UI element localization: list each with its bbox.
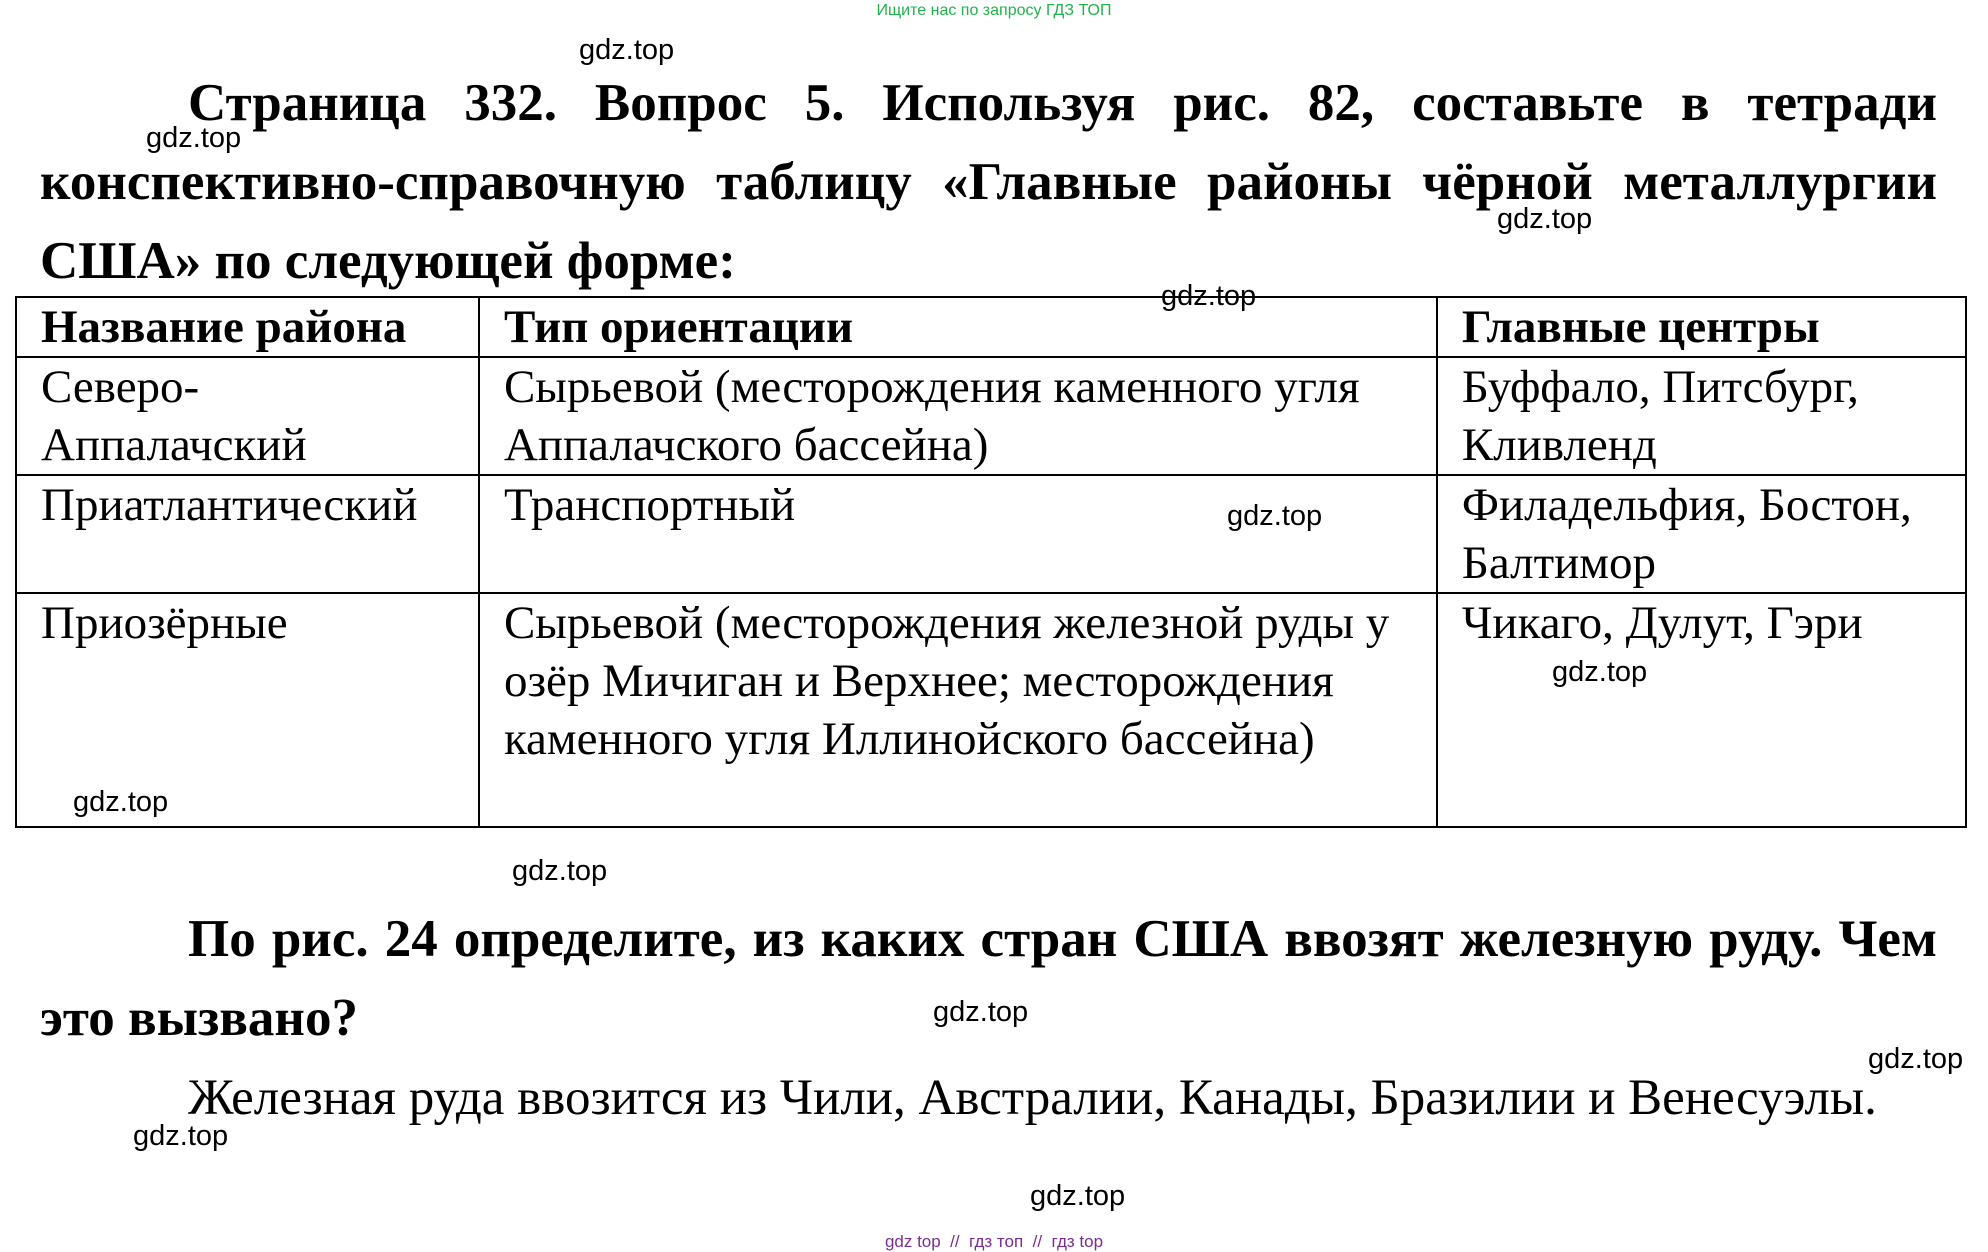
table-row	[16, 475, 1966, 593]
cell-centers: Чикаго, Дулут, Гэри	[1437, 593, 1966, 827]
answer-table	[15, 296, 1967, 828]
cell-orientation: Сырьевой (месторождения железной руды у озёр Мичиган и Верхнее; месторождения каменного угля Иллинойского бассейна)	[479, 593, 1437, 827]
cell-region: Северо- Аппалачский	[16, 357, 479, 475]
header-region: Название района	[16, 297, 479, 357]
watermark: gdz.top	[1161, 280, 1257, 312]
table-row	[16, 357, 1966, 475]
cell-centers: Филадельфия, Бостон, Балтимор	[1437, 475, 1966, 593]
question-heading-2: По рис. 24 определите, из каких стран США ввозят железную руду. Чем это вызвано?	[40, 910, 1937, 1047]
watermark: gdz.top	[133, 1120, 229, 1152]
watermark: gdz.top	[1030, 1180, 1126, 1212]
top-banner: Ищите нас по запросу ГДЗ ТОП	[876, 2, 1112, 19]
cell-orientation: Транспортный	[479, 475, 1437, 593]
watermark: gdz.top	[146, 122, 242, 154]
table-row	[16, 593, 1966, 827]
answer-text: Железная руда ввозится из Чили, Австралии, Канады, Бразилии и Венесуэлы.	[188, 1070, 1877, 1126]
header-centers: Главные центры	[1437, 297, 1966, 357]
watermark: gdz.top	[579, 34, 675, 66]
header-orientation: Тип ориентации	[479, 297, 1437, 357]
watermark: gdz.top	[73, 786, 169, 818]
watermark: gdz.top	[1552, 656, 1648, 688]
watermark: gdz.top	[1868, 1043, 1964, 1075]
cell-region: Приозёрные	[16, 593, 479, 827]
question-heading: Страница 332. Вопрос 5. Используя рис. 82, составьте в тетради конспективно-справочную таблицу «Главные районы чёрной металлургии США» по следующей форме:	[40, 74, 1937, 290]
watermark: gdz.top	[1227, 500, 1323, 532]
cell-orientation: Сырьевой (месторождения каменного угля Аппалачского бассейна)	[479, 357, 1437, 475]
table-header-row	[16, 297, 1966, 357]
watermark: gdz.top	[933, 996, 1029, 1028]
cell-centers: Буффало, Питсбург, Кливленд	[1437, 357, 1966, 475]
watermark: gdz.top	[512, 855, 608, 887]
footer-links[interactable]: gdz top // гдз топ // гдз top	[884, 1232, 1104, 1251]
watermark: gdz.top	[1497, 203, 1593, 235]
cell-region: Приатлантический	[16, 475, 479, 593]
